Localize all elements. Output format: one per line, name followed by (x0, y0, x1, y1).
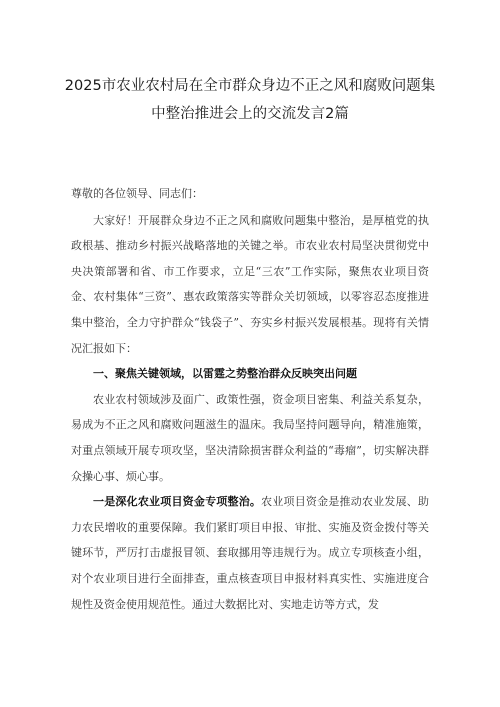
title-line-1: 2025市农业农村局在全市群众身边不正之风和腐败问题集 (64, 78, 436, 94)
section-1-item-1 (71, 489, 429, 617)
title-line-2: 中整治推进会上的交流发言2篇 (151, 106, 349, 122)
intro-paragraph: 大家好！开展群众身边不正之风和腐败问题集中整治，是厚植党的执政根基、推动乡村振兴战略落地的关键之举。市农业农村局坚决贯彻党中央决策部署和省、市工作要求，立足“三农”工作实际，聚焦农业项目资金、农村集体“三资”、惠农政策落实等群众关切领域，以零容忍态度推进集中整治，全力守护群众“钱袋子”、夯实乡村振兴发展根基。现将有关情况汇报如下： (71, 213, 429, 355)
item-1-lead: 一是深化农业项目资金专项整治。 (93, 495, 262, 509)
item-1-text: 农业项目资金是推动农业发展、助力农民增收的重要保障。我们紧盯项目申报、审批、实施及资金拨付等关键环节，严厉打击虚报冒领、套取挪用等违规行为。成立专项核查小组，对个农业项目进行全面排查，重点核查项目申报材料真实性、实施进度合规性及资金使用规范性。通过大数据比对、实地走访等方式，发 (71, 495, 430, 611)
salutation: 尊敬的各位领导、同志们： (71, 187, 203, 200)
section-heading-1: 一、聚焦关键领域，以雷霆之势整治群众反映突出问题 (93, 367, 357, 381)
document-title (40, 72, 460, 128)
section-1-paragraph: 农业农村领域涉及面广、政策性强，资金项目密集、利益关系复杂，易成为不正之风和腐败问题滋生的温床。我局坚持问题导向，精准施策，对重点领域开展专项攻坚，坚决清除损害群众利益的“毒瘤”，切实解决群众操心事、烦心事。 (71, 392, 429, 483)
document-body (71, 181, 429, 617)
